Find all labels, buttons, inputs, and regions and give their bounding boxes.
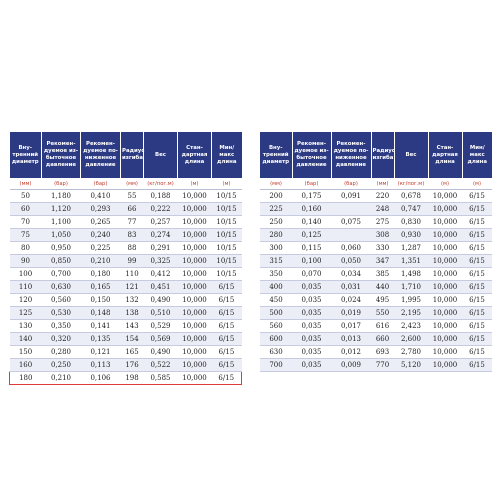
table-row — [10, 190, 242, 203]
unit-cell: (мм) — [260, 178, 292, 190]
table-row — [260, 229, 492, 242]
table-cell: 66 — [121, 203, 144, 216]
table-cell: 0,148 — [81, 307, 121, 320]
table-cell: 660 — [371, 333, 394, 346]
table-cell: 347 — [371, 255, 394, 268]
table-cell: 10/15 — [212, 216, 242, 229]
table-cell: 0,012 — [331, 346, 371, 359]
table-row — [260, 203, 492, 216]
table-row — [10, 255, 242, 268]
table-row — [10, 294, 242, 307]
table-cell: 10,000 — [178, 359, 212, 372]
table-row — [10, 203, 242, 216]
table-cell: 55 — [121, 190, 144, 203]
table-cell: 0,141 — [81, 320, 121, 333]
table-cell: 0,160 — [292, 203, 331, 216]
unit-cell: (мм) — [10, 178, 42, 190]
table-cell: 2,423 — [394, 320, 428, 333]
specs-table-right — [260, 132, 492, 372]
table-cell: 125 — [10, 307, 42, 320]
table-cell: 0,035 — [292, 320, 331, 333]
table-cell: 0,175 — [292, 190, 331, 203]
table-cell: 0,013 — [331, 333, 371, 346]
table-cell: 198 — [121, 372, 144, 385]
table-row — [260, 333, 492, 346]
table-cell: 10,000 — [428, 229, 462, 242]
table-cell: 154 — [121, 333, 144, 346]
table-cell: 0,560 — [42, 294, 81, 307]
table-row — [10, 242, 242, 255]
table-cell: 1,710 — [394, 281, 428, 294]
table-cell: 0,630 — [42, 281, 81, 294]
table-cell: 10,000 — [178, 346, 212, 359]
table-cell: 0,121 — [81, 346, 121, 359]
unit-cell: (бар) — [81, 178, 121, 190]
table-cell: 275 — [371, 216, 394, 229]
header-recommended-overpressure: Рекомен- дуемое из- быточное давление — [42, 132, 81, 178]
table-cell: 0,291 — [144, 242, 178, 255]
table-row — [10, 216, 242, 229]
table-cell: 176 — [121, 359, 144, 372]
header-weight: Вес — [394, 132, 428, 178]
table-cell: 6/15 — [462, 320, 492, 333]
table-cell: 77 — [121, 216, 144, 229]
table-cell: 220 — [371, 190, 394, 203]
unit-cell: (кг/пог.м) — [394, 178, 428, 190]
table-cell: 120 — [10, 294, 42, 307]
table-cell: 0,100 — [292, 255, 331, 268]
table-row — [10, 359, 242, 372]
table-cell: 0,024 — [331, 294, 371, 307]
table-cell: 280 — [260, 229, 292, 242]
table-cell: 6/15 — [462, 229, 492, 242]
table-row — [10, 281, 242, 294]
table-cell: 0,293 — [81, 203, 121, 216]
table-cell: 440 — [371, 281, 394, 294]
table-cell: 0,325 — [144, 255, 178, 268]
table-cell: 450 — [260, 294, 292, 307]
table-cell: 0,678 — [394, 190, 428, 203]
table-cell: 0,150 — [81, 294, 121, 307]
table-cell: 0,410 — [81, 190, 121, 203]
table-row — [10, 307, 242, 320]
unit-cell: (мм) — [121, 178, 144, 190]
table-cell: 1,120 — [42, 203, 81, 216]
table-cell: 0,125 — [292, 229, 331, 242]
table-cell: 0,035 — [292, 346, 331, 359]
table-cell: 50 — [10, 190, 42, 203]
table-row — [260, 281, 492, 294]
table-cell: 80 — [10, 242, 42, 255]
table-cell: 1,351 — [394, 255, 428, 268]
table-cell: 2,780 — [394, 346, 428, 359]
table-cell: 0,210 — [42, 372, 81, 385]
table-cell: 88 — [121, 242, 144, 255]
table-row — [260, 346, 492, 359]
table-row — [10, 346, 242, 359]
table-cell: 700 — [260, 359, 292, 372]
table-cell: 150 — [10, 346, 42, 359]
table-cell: 0,165 — [81, 281, 121, 294]
table-row — [10, 268, 242, 281]
table-cell: 693 — [371, 346, 394, 359]
table-cell: 5,120 — [394, 359, 428, 372]
table-cell: 315 — [260, 255, 292, 268]
table-cell: 0,115 — [292, 242, 331, 255]
table-cell: 6/15 — [462, 294, 492, 307]
table-row — [10, 229, 242, 242]
header-min-max-length: Мин/ макс длина — [212, 132, 242, 178]
header-recommended-underpressure: Рекомен- дуемое по- ниженное давление — [331, 132, 371, 178]
table-cell: 10,000 — [178, 307, 212, 320]
table-cell: 500 — [260, 307, 292, 320]
unit-cell: (м) — [178, 178, 212, 190]
table-cell: 0,240 — [81, 229, 121, 242]
table-cell: 0,019 — [331, 307, 371, 320]
header-recommended-underpressure: Рекомен- дуемое по- ниженное давление — [81, 132, 121, 178]
table-cell: 6/15 — [462, 281, 492, 294]
table-cell: 180 — [10, 372, 42, 385]
table-cell: 121 — [121, 281, 144, 294]
table-cell: 10,000 — [428, 255, 462, 268]
table-cell: 6/15 — [462, 268, 492, 281]
table-cell: 6/15 — [462, 346, 492, 359]
table-cell: 0,522 — [144, 359, 178, 372]
header-standard-length: Стан- дартная длина — [178, 132, 212, 178]
table-cell: 10/15 — [212, 268, 242, 281]
table-cell: 0,257 — [144, 216, 178, 229]
header-recommended-overpressure: Рекомен- дуемое из- быточное давление — [292, 132, 331, 178]
units-row — [10, 178, 242, 190]
header-row — [260, 132, 492, 178]
table-cell: 350 — [260, 268, 292, 281]
table-cell: 0,490 — [144, 294, 178, 307]
table-cell: 0,274 — [144, 229, 178, 242]
table-cell: 10,000 — [178, 281, 212, 294]
table-cell: 10,000 — [178, 190, 212, 203]
table-cell: 70 — [10, 216, 42, 229]
table-cell: 0,747 — [394, 203, 428, 216]
table-cell: 6/15 — [212, 320, 242, 333]
table-cell: 10,000 — [178, 216, 212, 229]
table-cell: 138 — [121, 307, 144, 320]
table-row — [10, 320, 242, 333]
header-bend-radius: Радиус изгиба — [121, 132, 144, 178]
table-cell: 0,035 — [292, 281, 331, 294]
header-standard-length: Стан- дартная длина — [428, 132, 462, 178]
table-cell: 140 — [10, 333, 42, 346]
table-cell: 0,585 — [144, 372, 178, 385]
table-cell: 495 — [371, 294, 394, 307]
table-cell: 0,930 — [394, 229, 428, 242]
table-cell: 770 — [371, 359, 394, 372]
table-cell: 10/15 — [212, 203, 242, 216]
table-cell: 0,222 — [144, 203, 178, 216]
table-cell: 6/15 — [462, 203, 492, 216]
table-cell: 616 — [371, 320, 394, 333]
table-cell: 10,000 — [428, 190, 462, 203]
table-cell: 0,035 — [292, 294, 331, 307]
table-cell: 10,000 — [428, 281, 462, 294]
table-cell: 10,000 — [428, 320, 462, 333]
table-cell: 10,000 — [428, 346, 462, 359]
table-cell: 10,000 — [428, 216, 462, 229]
table-cell: 6/15 — [212, 294, 242, 307]
table-cell: 560 — [260, 320, 292, 333]
header-bend-radius: Радиус изгиба — [371, 132, 394, 178]
table-row — [260, 255, 492, 268]
table-cell: 0,106 — [81, 372, 121, 385]
table-cell — [331, 203, 371, 216]
table-cell: 2,600 — [394, 333, 428, 346]
table-cell: 10/15 — [212, 242, 242, 255]
table-cell: 10,000 — [428, 307, 462, 320]
table-cell: 200 — [260, 190, 292, 203]
table-cell: 1,180 — [42, 190, 81, 203]
table-row — [260, 359, 492, 372]
table-cell: 6/15 — [462, 242, 492, 255]
table-cell: 0,188 — [144, 190, 178, 203]
units-row — [260, 178, 492, 190]
table-cell: 550 — [371, 307, 394, 320]
table-cell: 0,350 — [42, 320, 81, 333]
table-cell: 330 — [371, 242, 394, 255]
table-cell: 75 — [10, 229, 42, 242]
table-cell: 6/15 — [462, 333, 492, 346]
unit-cell: (м) — [212, 178, 242, 190]
table-cell: 130 — [10, 320, 42, 333]
table-cell: 110 — [10, 281, 42, 294]
table-cell: 10,000 — [178, 372, 212, 385]
table-cell: 248 — [371, 203, 394, 216]
table-row — [260, 216, 492, 229]
table-cell: 600 — [260, 333, 292, 346]
table-cell: 10,000 — [178, 294, 212, 307]
table-cell: 0,412 — [144, 268, 178, 281]
table-cell: 6/15 — [212, 359, 242, 372]
table-cell: 10,000 — [178, 320, 212, 333]
table-cell: 0,490 — [144, 346, 178, 359]
table-cell: 99 — [121, 255, 144, 268]
table-cell: 0,113 — [81, 359, 121, 372]
table-row — [10, 333, 242, 346]
table-cell: 6/15 — [212, 333, 242, 346]
table-cell: 250 — [260, 216, 292, 229]
table-cell: 6/15 — [212, 346, 242, 359]
table-cell: 165 — [121, 346, 144, 359]
table-cell: 0,510 — [144, 307, 178, 320]
table-cell: 6/15 — [462, 359, 492, 372]
table-cell: 10,000 — [428, 359, 462, 372]
table-cell: 0,569 — [144, 333, 178, 346]
table-row — [260, 320, 492, 333]
table-cell: 1,287 — [394, 242, 428, 255]
table-cell: 6/15 — [462, 190, 492, 203]
table-cell: 6/15 — [212, 372, 242, 385]
table-cell: 10,000 — [428, 333, 462, 346]
table-row-highlighted — [10, 372, 242, 385]
table-cell: 1,498 — [394, 268, 428, 281]
unit-cell: (м) — [462, 178, 492, 190]
table-cell: 300 — [260, 242, 292, 255]
table-cell: 0,700 — [42, 268, 81, 281]
table-cell: 0,140 — [292, 216, 331, 229]
table-cell: 0,210 — [81, 255, 121, 268]
table-cell: 0,009 — [331, 359, 371, 372]
table-cell: 6/15 — [212, 307, 242, 320]
table-cell: 10/15 — [212, 255, 242, 268]
table-cell: 90 — [10, 255, 42, 268]
table-cell: 2,195 — [394, 307, 428, 320]
unit-cell: (бар) — [292, 178, 331, 190]
header-inner-diameter: Вну- тренний диаметр — [260, 132, 292, 178]
table-cell: 0,031 — [331, 281, 371, 294]
table-cell: 0,035 — [292, 359, 331, 372]
table-cell: 0,135 — [81, 333, 121, 346]
table-cell: 0,091 — [331, 190, 371, 203]
table-cell: 10,000 — [178, 229, 212, 242]
table-cell: 6/15 — [462, 216, 492, 229]
table-cell: 100 — [10, 268, 42, 281]
table-cell: 0,950 — [42, 242, 81, 255]
header-row — [10, 132, 242, 178]
table-cell: 0,075 — [331, 216, 371, 229]
table-cell: 0,070 — [292, 268, 331, 281]
table-row — [260, 307, 492, 320]
table-cell: 225 — [260, 203, 292, 216]
table-cell: 10/15 — [212, 229, 242, 242]
table-cell: 0,830 — [394, 216, 428, 229]
table-cell: 10,000 — [428, 203, 462, 216]
table-cell: 0,034 — [331, 268, 371, 281]
header-weight: Вес — [144, 132, 178, 178]
table-cell: 6/15 — [462, 255, 492, 268]
table-cell: 83 — [121, 229, 144, 242]
table-cell: 110 — [121, 268, 144, 281]
table-cell: 60 — [10, 203, 42, 216]
table-cell: 6/15 — [462, 307, 492, 320]
table-row — [260, 268, 492, 281]
table-cell: 0,225 — [81, 242, 121, 255]
table-cell: 0,265 — [81, 216, 121, 229]
table-row — [260, 294, 492, 307]
unit-cell: (бар) — [42, 178, 81, 190]
table-cell: 0,060 — [331, 242, 371, 255]
table-cell: 160 — [10, 359, 42, 372]
table-cell: 1,100 — [42, 216, 81, 229]
table-cell: 385 — [371, 268, 394, 281]
table-cell: 10/15 — [212, 190, 242, 203]
table-cell: 143 — [121, 320, 144, 333]
table-cell: 10,000 — [428, 294, 462, 307]
table-cell: 0,451 — [144, 281, 178, 294]
table-cell: 0,035 — [292, 333, 331, 346]
table-cell: 630 — [260, 346, 292, 359]
table-cell: 10,000 — [178, 255, 212, 268]
specs-table-left — [9, 132, 242, 385]
table-cell: 0,530 — [42, 307, 81, 320]
table-cell: 0,017 — [331, 320, 371, 333]
table-cell: 1,050 — [42, 229, 81, 242]
table-cell: 1,995 — [394, 294, 428, 307]
table-cell: 0,850 — [42, 255, 81, 268]
table-cell: 0,180 — [81, 268, 121, 281]
unit-cell: (бар) — [331, 178, 371, 190]
table-cell: 10,000 — [178, 333, 212, 346]
header-min-max-length: Мин/ макс длина — [462, 132, 492, 178]
table-row — [260, 190, 492, 203]
table-cell: 0,035 — [292, 307, 331, 320]
table-cell: 0,250 — [42, 359, 81, 372]
table-cell: 0,320 — [42, 333, 81, 346]
table-cell: 0,529 — [144, 320, 178, 333]
table-cell: 6/15 — [212, 281, 242, 294]
table-cell: 132 — [121, 294, 144, 307]
table-cell: 10,000 — [178, 268, 212, 281]
table-cell: 10,000 — [428, 242, 462, 255]
unit-cell: (кг/пог.м) — [144, 178, 178, 190]
table-cell: 0,050 — [331, 255, 371, 268]
table-cell: 400 — [260, 281, 292, 294]
table-row — [260, 242, 492, 255]
unit-cell: (м) — [428, 178, 462, 190]
table-cell: 10,000 — [178, 203, 212, 216]
table-cell — [331, 229, 371, 242]
unit-cell: (мм) — [371, 178, 394, 190]
table-cell: 10,000 — [428, 268, 462, 281]
header-inner-diameter: Вну- тренний диаметр — [10, 132, 42, 178]
table-cell: 0,280 — [42, 346, 81, 359]
table-cell: 10,000 — [178, 242, 212, 255]
table-cell: 308 — [371, 229, 394, 242]
